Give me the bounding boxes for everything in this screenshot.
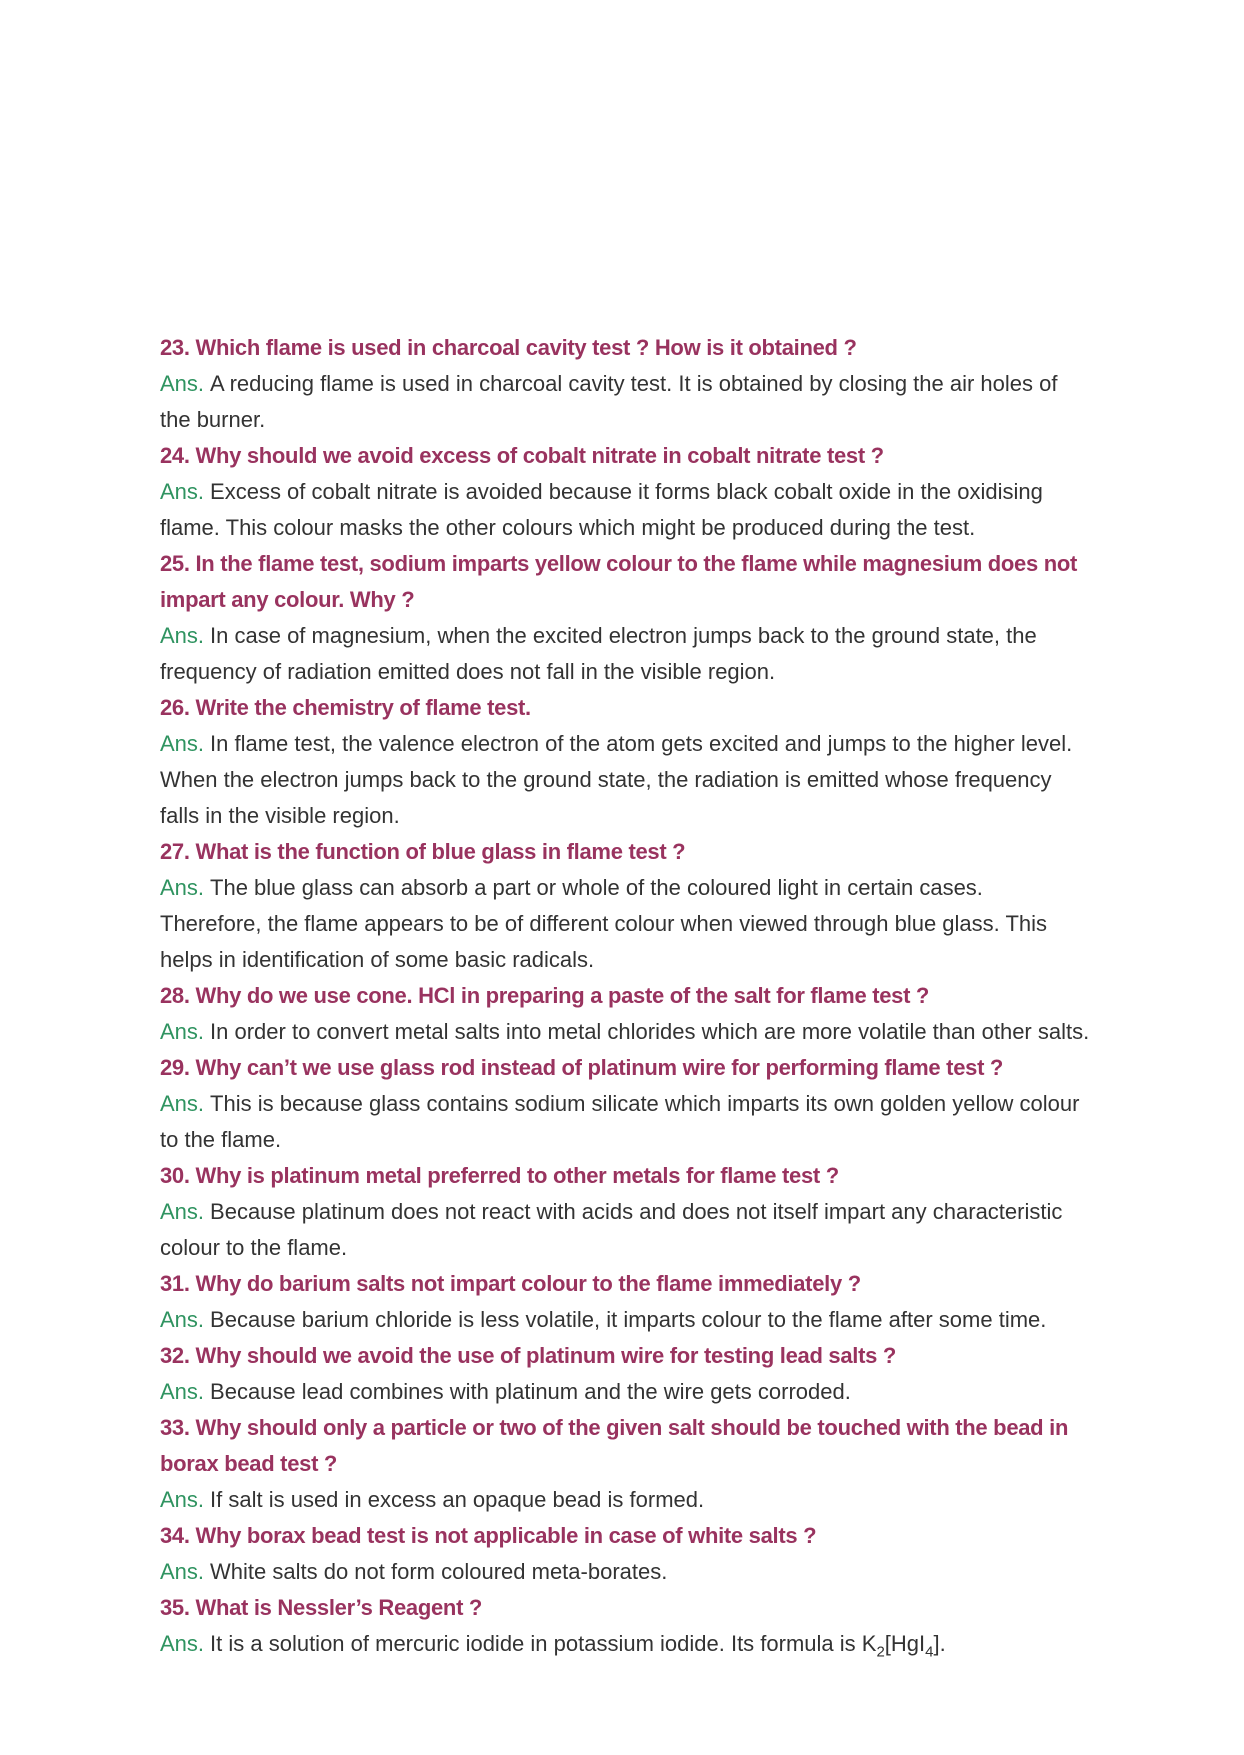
ans-label: Ans. — [160, 1379, 205, 1404]
question-27: 27. What is the function of blue glass in flame test ? — [160, 839, 686, 864]
answer-27 — [160, 870, 1090, 978]
ans-label: Ans. — [160, 1091, 205, 1116]
ans-label: Ans. — [160, 479, 205, 504]
answer-text: A reducing flame is used in charcoal cavity test. It is obtained by closing the air holes of the burner. — [160, 371, 1058, 432]
ans-label: Ans. — [160, 371, 205, 396]
answer-text: White salts do not form coloured meta-borates. — [210, 1559, 668, 1584]
answer-25 — [160, 618, 1090, 690]
answer-text: Because lead combines with platinum and the wire gets corroded. — [210, 1379, 851, 1404]
ans-label: Ans. — [160, 1019, 205, 1044]
ans-label: Ans. — [160, 875, 205, 900]
question-28: 28. Why do we use cone. HCl in preparing a paste of the salt for flame test ? — [160, 983, 930, 1008]
ans-label: Ans. — [160, 623, 205, 648]
ans-label: Ans. — [160, 1559, 205, 1584]
question-32: 32. Why should we avoid the use of platinum wire for testing lead salts ? — [160, 1343, 897, 1368]
ans-label: Ans. — [160, 1199, 205, 1224]
question-33: 33. Why should only a particle or two of the given salt should be touched with the bead in borax bead test ? — [160, 1415, 1069, 1476]
answer-text: It is a solution of mercuric iodide in potassium iodide. Its formula is K — [210, 1631, 877, 1656]
answer-text: In flame test, the valence electron of the atom gets excited and jumps to the higher level. When the electron jumps back to the ground state, the radiation is emitted whose frequency falls in the visible region. — [160, 731, 1073, 828]
question-34: 34. Why borax bead test is not applicable in case of white salts ? — [160, 1523, 817, 1548]
answer-31 — [160, 1302, 1090, 1338]
subscript: 2 — [876, 1643, 885, 1661]
question-29: 29. Why can’t we use glass rod instead of platinum wire for performing flame test ? — [160, 1055, 1004, 1080]
question-35: 35. What is Nessler’s Reagent ? — [160, 1595, 483, 1620]
answer-28 — [160, 1014, 1090, 1050]
answer-35 — [160, 1626, 1090, 1662]
question-24: 24. Why should we avoid excess of cobalt nitrate in cobalt nitrate test ? — [160, 443, 884, 468]
answer-33 — [160, 1482, 1090, 1518]
question-23: 23. Which flame is used in charcoal cavity test ? How is it obtained ? — [160, 335, 857, 360]
answer-text: Because barium chloride is less volatile, it imparts colour to the flame after some time. — [210, 1307, 1047, 1332]
question-30: 30. Why is platinum metal preferred to other metals for flame test ? — [160, 1163, 839, 1188]
question-31: 31. Why do barium salts not impart colour to the flame immediately ? — [160, 1271, 861, 1296]
answer-text: In case of magnesium, when the excited electron jumps back to the ground state, the frequency of radiation emitted does not fall in the visible region. — [160, 623, 1037, 684]
ans-label: Ans. — [160, 731, 205, 756]
question-26: 26. Write the chemistry of flame test. — [160, 695, 531, 720]
answer-32 — [160, 1374, 1090, 1410]
answer-24 — [160, 474, 1090, 546]
answer-23 — [160, 366, 1090, 438]
ans-label: Ans. — [160, 1631, 205, 1656]
answer-text: Because platinum does not react with acids and does not itself impart any characteristic colour to the flame. — [160, 1199, 1063, 1260]
answer-text: [HgI — [884, 1631, 926, 1656]
subscript: 4 — [925, 1643, 934, 1661]
answer-text: This is because glass contains sodium silicate which imparts its own golden yellow colour to the flame. — [160, 1091, 1080, 1152]
answer-26 — [160, 726, 1090, 834]
qa-document — [160, 330, 1090, 1662]
answer-text: The blue glass can absorb a part or whole of the coloured light in certain cases. Therefore, the flame appears to be of different colour when viewed through blue glass. This helps in identification of some basic radicals. — [160, 875, 1048, 972]
answer-34 — [160, 1554, 1090, 1590]
answer-text: If salt is used in excess an opaque bead is formed. — [210, 1487, 705, 1512]
ans-label: Ans. — [160, 1487, 205, 1512]
answer-30 — [160, 1194, 1090, 1266]
answer-text: Excess of cobalt nitrate is avoided because it forms black cobalt oxide in the oxidising flame. This colour masks the other colours which might be produced during the test. — [160, 479, 1043, 540]
answer-29 — [160, 1086, 1090, 1158]
ans-label: Ans. — [160, 1307, 205, 1332]
question-25: 25. In the flame test, sodium imparts yellow colour to the flame while magnesium does not impart any colour. Why ? — [160, 551, 1078, 612]
answer-text: In order to convert metal salts into metal chlorides which are more volatile than other salts. — [210, 1019, 1090, 1044]
answer-text: ]. — [933, 1631, 946, 1656]
